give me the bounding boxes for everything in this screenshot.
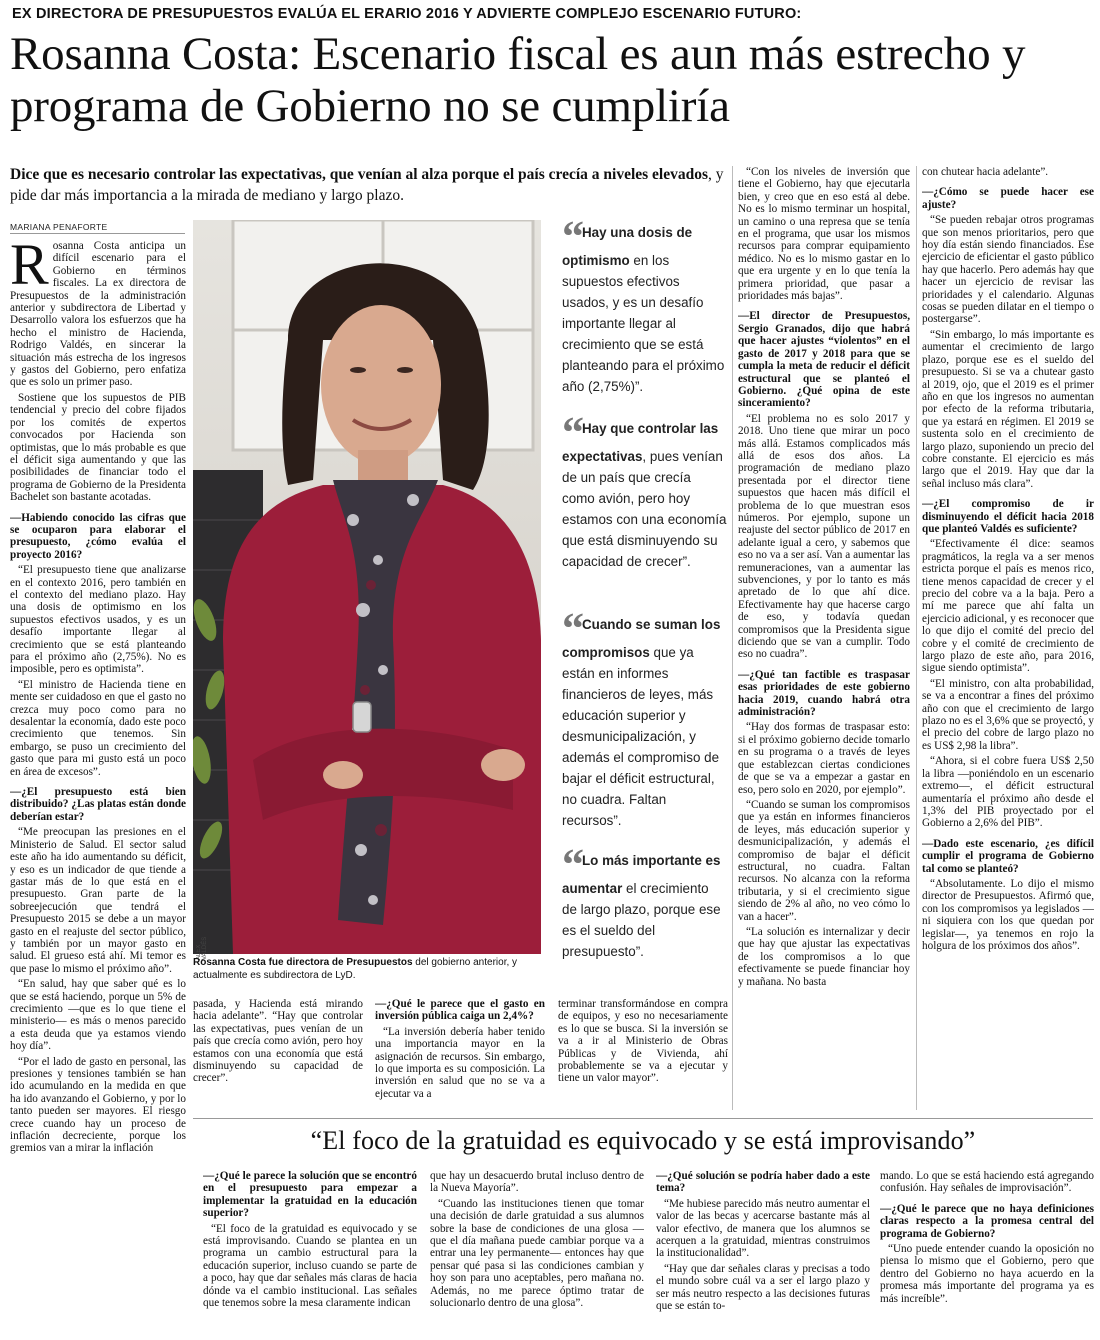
paragraph: “La solución es internalizar y decir que hay que ajustar las expectativas de los compromisos a lo que efectivamente se puede financiar hoy y mañana. No basta — [738, 925, 910, 988]
section-subheading: “El foco de la gratuidad es equivocado y se está improvisando” — [310, 1126, 976, 1155]
pull-quote-text: en los supuestos efectivos usados, y es un desafío importante llegar al crecimiento que se está planteando para el próximo año (2,75%)”. — [562, 253, 725, 394]
byline: MARIANA PENAFORTE — [10, 222, 185, 234]
pull-quote-text: el crecimiento de largo plazo, porque ese es el sueldo del presupuesto”. — [562, 881, 721, 959]
pull-quote-text: que ya están en informes financieros de leyes, más educación superior y desmunicipalización, y además el compromiso de bajar el déficit estructural, no cuadra. Faltan recursos”. — [562, 645, 720, 828]
interview-question: —¿Cómo se puede hacer ese ajuste? — [922, 186, 1094, 211]
paragraph: “Se pueden rebajar otros programas que son menos prioritarios, pero que hoy día están siendo financiados. Ese ejercicio de eficientar el gasto público hay que hacerlo. Pero además hay que hacer un ejercicio de revisar las prioridades y el calendario. Algunas cosas se pueden dilatar en el tiempo o postergarse”. — [922, 214, 1094, 326]
paragraph: “Por el lado de gasto en personal, las presiones y tensiones también se han ido acumulando en la medida en que ha ido avanzando el Gobierno, y por lo tanto pueden ser mayores. El riesgo crece cuando hay un proceso de inflación decreciente, porque los gremios van a mirar la inflación — [10, 1055, 186, 1155]
paragraph: “Hay que dar señales claras y precisas a todo el mundo sobre cuál va a ser el largo plazo y ser más neutro respecto a las decisiones futuras que se están to- — [656, 1262, 870, 1313]
pull-quote-text: , pues venían de un país que crecía como avión, pero hoy estamos con una economía que está disminuyendo su capacidad de crecer”. — [562, 449, 727, 569]
paragraph: “Ahora, si el cobre fuera US$ 2,50 la libra —poniéndolo en un escenario extremo—, el déficit estructural aumentaría el próximo año desde el 1,3% del PIB proyectado por el Gobierno a 2,6% del PIB”. — [922, 755, 1094, 830]
paragraph: “La inversión debería haber tenido una importancia mayor en la asignación de recursos. Sin embargo, lo que importa es su composición. La inversión en salud que no se va a ejecutar va a — [375, 1025, 545, 1100]
paragraph: “El presupuesto tiene que analizarse en el contexto 2016, pero también en el contexto del mediano plazo. Hay una dosis de optimismo en los supuestos efectivos usados, y es un desafío importante llegar al crecimiento que se está planteando para el próximo año (2,75%). No es imposible, pero es optimista”. — [10, 564, 186, 676]
pull-quote — [562, 840, 727, 962]
column-rule — [732, 166, 733, 1110]
interview-question: —¿Qué le parece la solución que se encontró en el presupuesto para empezar a implementar la gratuidad en la educación superior? — [203, 1170, 417, 1220]
paragraph: “Cuando se suman los compromisos que ya están en informes financieros de leyes, más educación superior y desmunicipalización, y además el compromiso de bajar el déficit estructural, no cuadra. Faltan recursos. No alcanza con la reforma tributaria, y si el crecimiento sigue siendo de 2% al año, no veo cómo lo van a hacer”. — [738, 798, 910, 923]
portrait-photo — [193, 220, 541, 954]
paragraph: “El problema no es solo 2017 y 2018. Uno tiene que mirar un poco más allá. Estamos complicados más allá de esos dos años. La programación de mediano plazo presentada por el director tiene supuestos que hacen más difícil el problema de lo que muestran esos números. Por ejemplo, supone un reajuste del sector público de 2017 en adelante igual a cero, y sabemos que eso no va a ser así. Van a aumentar las remuneraciones, van a aumentar las subvenciones, y por lo tanto es más apretado de lo que ahí dice. Efectivamente hay que hacerse cargo de eso, y todavía quedan compromisos que la Presidenta sigue diciendo que se van a cumplir. Todo eso no cuadra”. — [738, 412, 910, 661]
pull-quote-bold: Hay que controlar las expectativas — [562, 421, 719, 464]
deck — [10, 164, 730, 206]
interview-question: —¿El presupuesto está bien distribuido? ¿Las platas están donde deberían estar? — [10, 786, 186, 823]
section-rule — [193, 1118, 1093, 1119]
paragraph: “Me hubiese parecido más neutro aumentar el valor de las becas y acercarse bastante más al valor efectivo, de manera que los alumnos se acerquen a la gratuidad, mientras construimos la institucionalidad”. — [656, 1197, 870, 1260]
quote-mark-icon: “ — [562, 840, 580, 889]
paragraph: “El ministro de Hacienda tiene en mente ser cuidadoso en que el gasto no crezca muy poco como para no desalentar la economía, dado este poco crecimiento que tenemos. Sin embargo, se puso un crecimiento del gasto que para mi gusto está un poco en área de excesos”. — [10, 678, 186, 778]
pull-quote — [562, 212, 727, 397]
paragraph: “Uno puede entender cuando la oposición no piensa lo mismo que el Gobierno, pero que dentro del Gobierno no haya acuerdo en la promesa más importante del programa ya es más increíble”. — [880, 1243, 1094, 1305]
interview-question: —Habiendo conocido las cifras que se ocuparon para elaborar el presupuesto, ¿cómo evalúa el proyecto 2016? — [10, 511, 186, 561]
interview-question: —El director de Presupuestos, Sergio Granados, dijo que habrá que hacer ajustes “violentos” en el gasto de 2017 y 2018 para que se cumpla la meta de reducir el déficit estructural que se planteó el Gobierno. ¿Qué opina de este sinceramiento? — [738, 310, 910, 410]
paragraph: “El ministro, con alta probabilidad, se va a encontrar a fines del próximo año con que el crecimiento de largo plazo no es el 3,6% que se proyectó, y el precio del cobre de largo plazo no es US$ 2,98 la libra”. — [922, 677, 1094, 752]
paragraph: “Hay dos formas de traspasar esto: si el próximo gobierno decide tomarlo en su programa o a través de leyes que establezcan ciertas condiciones de que se va a empezar a gastar en eso, pero solo en 2020, por ejemplo”. — [738, 721, 910, 796]
paragraph: “Me preocupan las presiones en el Ministerio de Salud. El sector salud este año ha ido aumentando su déficit, y eso es un indicador de que tiende a gastar más de lo que está en el presupuesto. Gran parte de la sobreejecución que tendrá el Presupuesto 2015 se debe a un mayor gasto en el reajuste del sector público, y también por un mayor gasto en salud. El grueso está ahí. Mi temor es que pase lo mismo el próximo año”. — [10, 826, 186, 975]
pull-quote — [562, 604, 727, 831]
quote-mark-icon: “ — [562, 604, 580, 653]
interview-question: —¿Qué solución se podría haber dado a este tema? — [656, 1170, 870, 1195]
article-column-2 — [193, 998, 363, 1110]
pull-quote-bold: Lo más importante es aumentar — [562, 853, 721, 896]
bottom-column-1 — [203, 1170, 417, 1336]
quote-mark-icon: “ — [562, 408, 580, 457]
dropcap: R — [10, 240, 49, 297]
caption-rest: del gobierno anterior, y actualmente es subdirectora de LyD. — [193, 957, 518, 981]
caption-bold: Rosanna Costa fue directora de Presupuestos — [193, 957, 413, 968]
paragraph: “Efectivamente él dice: seamos pragmáticos, la regla va a ser menos estricta porque el país es menos rico, tiene menos capacidad de crecer y el precio del cobre va a la baja. Pero a mí me parece que ahí falta un ejercicio adicional, y es reconocer que lo que dijo el comité del precio del cobre y el comité de crecimiento de largo plazo de este año, para 2016, sigue siendo optimista”. — [922, 538, 1094, 675]
bottom-column-4 — [880, 1170, 1094, 1336]
paragraph: que hay un desacuerdo brutal incluso dentro de la Nueva Mayoría”. — [430, 1170, 644, 1195]
interview-question: —¿Qué le parece que el gasto en inversión pública caiga un 2,4%? — [375, 998, 545, 1023]
interview-question: —Dado este escenario, ¿es difícil cumplir el programa de Gobierno tal como se planteó? — [922, 837, 1094, 875]
kicker: EX DIRECTORA DE PRESUPUESTOS EVALÚA EL ERARIO 2016 Y ADVIERTE COMPLEJO ESCENARIO FUTURO: — [12, 6, 802, 22]
paragraph: “Cuando las instituciones tienen que tomar una decisión de darle gratuidad a sus alumnos sobre la base de condiciones de una glosa —que el día mañana puede cambiar porque va a entrar una ley permanente— entonces hay que pensar qué pasa si las condiciones cambian y hoy son para uno aceptables, pero mañana no. Además, no me parece óptimo tratar de solucionarlo dentro de una glosa”. — [430, 1197, 644, 1310]
paragraph: “Sin embargo, lo más importante es aumentar el crecimiento de largo plazo, porque ese es el sueldo del presupuesto. Si se va a chutear gasto al 2019, ojo, que el 2019 es el primer año en que los ingresos no aumentan por efecto de la reforma tributaria, que ya estará en régimen. El 2019 se sustenta solo en el crecimiento de largo plazo, suponiendo un precio del cobre constante. El ejercicio es más largo que el 2019. Hay que dar la señal incluso más clara”. — [922, 328, 1094, 490]
paragraph: mando. Lo que se está haciendo está agregando confusión. Hay señales de improvisación”. — [880, 1170, 1094, 1195]
article-column-3 — [375, 998, 545, 1110]
paragraph: con chutear hacia adelante”. — [922, 166, 1049, 178]
paragraph: osanna Costa anticipa un difícil escenario para el Gobierno en términos fiscales. La ex directora de Presupuestos de la administración anterior y subdirectora de Libertad y Desarrollo valora los esfuerzos que ha hecho el ministro de Hacienda, Rodrigo Valdés, en sincerar la situación más estrecha de los ingresos y gastos del Gobierno, pero enfatiza que es solo un primer paso. — [10, 240, 186, 389]
article-column-5 — [738, 166, 910, 1112]
article-column-4 — [558, 998, 728, 1110]
paragraph: “Con los niveles de inversión que tiene el Gobierno, hay que ejecutarla bien, y creo que en eso está al debe. No es lo mismo terminar un hospital, un camino o una represa que se tenía en el programa, que usar los mismos recursos para comprar equipamiento médico. No es lo mismo gastar en lo que era urgente y en lo que tenía la primera prioridad, que pasar a prioridades más bajas”. — [738, 166, 910, 303]
interview-question: —¿Qué tan factible es traspasar esas prioridades de este gobierno hacia 2019, cuando habrá otra administración? — [738, 668, 910, 719]
paragraph: Sostiene que los supuestos de PIB tendencial y precio del cobre fijados por los comités de expertos convocados por Hacienda son optimistas, que lo más probable es que el déficit siga aumentando y que las posibilidades de financiar todo el programa de Gobierno de la Presidenta Bachelet son bastante acotadas. — [10, 391, 186, 504]
interview-question: —¿Qué le parece que no haya definiciones claras respecto a la promesa central del programa de Gobierno? — [880, 1202, 1094, 1240]
paragraph: “En salud, hay que saber qué es lo que se está haciendo, porque un 5% de crecimiento —que es lo que tiene el ministerio— es más o menos parecido a esta deuda que ya estamos viendo hoy día”. — [10, 978, 186, 1053]
paragraph: terminar transformándose en compra de equipos, y eso no necesariamente es lo que se busca. Si la inversión se va a ir al Ministerio de Obras Públicas y de Vivienda, ahí probablemente se va a ejecutar y tiene un valor mayor”. — [558, 998, 728, 1085]
quote-mark-icon: “ — [562, 212, 580, 261]
headline: Rosanna Costa: Escenario fiscal es aun más estrecho y programa de Gobierno no se cumpliría — [10, 28, 1026, 132]
bottom-column-3 — [656, 1170, 870, 1336]
article-column-1 — [10, 240, 186, 1335]
pull-quote — [562, 408, 727, 572]
deck-bold: Dice que es necesario controlar las expectativas, que venían al alza porque el país crecía a niveles elevados — [10, 166, 709, 183]
article-column-6 — [922, 166, 1094, 1112]
paragraph: pasada, y Hacienda está mirando hacia adelante”. “Hay que controlar las expectativas, pues venían de un país que crecía como avión, pero hoy estamos con una economía que está disminuyendo su capacidad de crecer”. — [193, 998, 363, 1085]
deck-rest: , y pide dar más importancia a la mirada de mediano y largo plazo. — [10, 166, 724, 204]
pull-quote-bold: Hay una dosis de optimismo — [562, 225, 693, 268]
column-rule — [916, 166, 917, 1110]
paragraph: “El foco de la gratuidad es equivocado y se está improvisando. Cuando se planteа en un programa un cambio estructural para la educación superior, incluso cuando se parte de a poco, hay que dar señales más claras de hacia dónde va el cambio institucional. Las señales que tenemos sobre la mesa claramente indican — [203, 1222, 417, 1310]
photo-caption — [193, 956, 543, 982]
pull-quote-bold: Cuando se suman los compromisos — [562, 617, 721, 660]
interview-question: —¿El compromiso de ir disminuyendo el déficit hacia 2018 que planteó Valdés es suficiente? — [922, 498, 1094, 535]
portrait-illustration — [193, 220, 541, 954]
photo-credit: ALEX VALDÉS — [196, 936, 208, 960]
bottom-column-2 — [430, 1170, 644, 1336]
paragraph: “Absolutamente. Lo dijo el mismo director de Presupuestos. Afirmó que, con los compromisos ya legislados —ni siquiera con los que quedan por legislar—, ya tenemos en rojo la holgura de los próximos dos años”. — [922, 877, 1094, 952]
